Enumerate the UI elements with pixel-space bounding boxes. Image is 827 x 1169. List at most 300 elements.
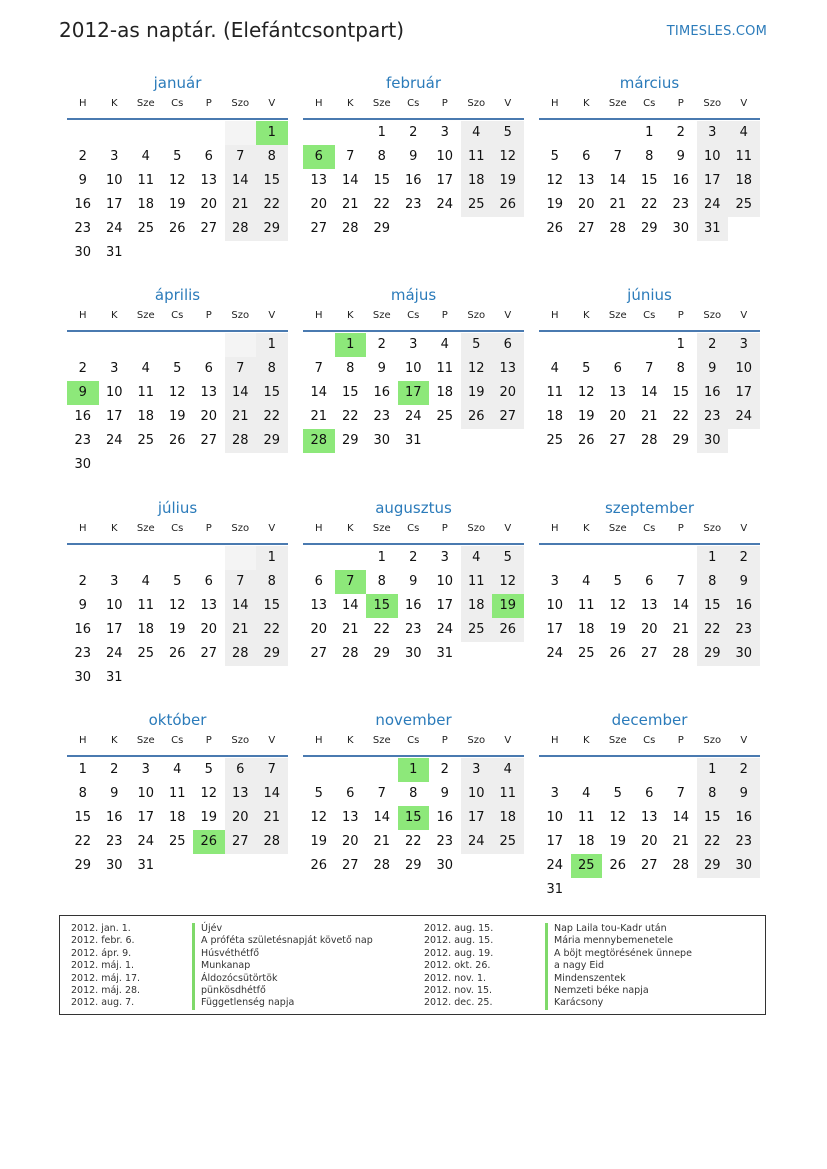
day-cell: 6 xyxy=(645,574,654,589)
day-cell: 17 xyxy=(697,169,729,193)
day-cell: 20 xyxy=(310,197,328,212)
day-cell: 12 xyxy=(200,786,218,801)
day-cell: 9 xyxy=(728,570,760,594)
page-title: 2012-as naptár. (Elefántcsontpart) xyxy=(59,18,405,42)
day-cell: 10 xyxy=(546,810,564,825)
legend-row xyxy=(71,935,373,947)
month-4 xyxy=(67,284,288,477)
day-cell: 7 xyxy=(225,145,257,169)
day-grid xyxy=(303,546,524,666)
weekday-label: P xyxy=(205,98,212,109)
day-cell: 4 xyxy=(141,361,150,376)
weekday-label: V xyxy=(740,310,748,321)
day-cell: 30 xyxy=(436,858,454,873)
day-grid xyxy=(67,546,288,690)
day-cell: 25 xyxy=(137,433,155,448)
weekday-label: Cs xyxy=(643,735,656,746)
weekday-header xyxy=(303,519,524,545)
weekday-label: P xyxy=(441,98,448,109)
empty-cell xyxy=(130,333,162,357)
month-6 xyxy=(539,284,760,453)
weekday-label: V xyxy=(504,98,512,109)
day-cell: 28 xyxy=(373,858,391,873)
day-cell: 5 xyxy=(173,574,182,589)
weekday-label: P xyxy=(677,735,684,746)
day-cell: 13 xyxy=(225,782,257,806)
day-cell: 13 xyxy=(640,810,658,825)
day-cell: 15 xyxy=(697,594,729,618)
day-cell: 22 xyxy=(697,830,729,854)
empty-cell xyxy=(193,546,225,570)
empty-cell xyxy=(225,121,257,145)
month-name: december xyxy=(611,711,688,729)
day-cell: 25 xyxy=(577,646,595,661)
day-cell: 22 xyxy=(373,197,391,212)
day-cell: 22 xyxy=(373,622,391,637)
day-cell: 31 xyxy=(105,245,123,260)
day-cell: 19 xyxy=(168,622,186,637)
empty-cell xyxy=(162,121,194,145)
day-cell: 9 xyxy=(676,149,685,164)
weekday-label: H xyxy=(314,310,323,321)
empty-cell xyxy=(162,854,194,878)
day-cell: 13 xyxy=(200,385,218,400)
day-cell: 2 xyxy=(409,550,418,565)
empty-cell xyxy=(665,878,697,902)
day-cell: 18 xyxy=(436,385,454,400)
day-cell: 30 xyxy=(672,221,690,236)
day-cell: 24 xyxy=(546,646,564,661)
day-cell: 11 xyxy=(137,598,155,613)
day-cell: 4 xyxy=(461,121,493,145)
day-cell: 30 xyxy=(697,429,729,453)
day-cell: 1 xyxy=(335,333,367,357)
day-cell: 4 xyxy=(461,546,493,570)
empty-cell xyxy=(398,217,430,241)
weekday-label: H xyxy=(78,735,87,746)
month-name: május xyxy=(390,286,437,304)
day-grid xyxy=(303,333,524,453)
weekday-label: Szo xyxy=(231,523,250,534)
day-cell: 17 xyxy=(105,409,123,424)
site-brand-link[interactable]: TIMESLES.COM xyxy=(666,24,767,39)
day-cell: 30 xyxy=(105,858,123,873)
day-cell: 30 xyxy=(74,457,92,472)
day-cell: 22 xyxy=(256,618,288,642)
day-cell: 18 xyxy=(461,169,493,193)
day-cell: 16 xyxy=(728,806,760,830)
day-cell: 29 xyxy=(74,858,92,873)
day-cell: 24 xyxy=(436,622,454,637)
day-cell: 28 xyxy=(341,646,359,661)
day-cell: 17 xyxy=(461,806,493,830)
empty-cell xyxy=(162,241,194,265)
day-cell: 18 xyxy=(577,834,595,849)
empty-cell xyxy=(539,546,571,570)
day-cell: 16 xyxy=(672,173,690,188)
month-5 xyxy=(303,284,524,453)
day-cell: 4 xyxy=(550,361,559,376)
day-cell: 9 xyxy=(409,574,418,589)
day-grid xyxy=(539,333,760,453)
weekday-label: Szo xyxy=(467,735,486,746)
empty-cell xyxy=(634,758,666,782)
weekday-label: H xyxy=(314,98,323,109)
day-cell: 11 xyxy=(436,361,454,376)
day-cell: 25 xyxy=(492,830,524,854)
legend-row xyxy=(71,985,373,997)
empty-cell xyxy=(130,666,162,690)
empty-cell xyxy=(67,333,99,357)
empty-cell xyxy=(99,333,131,357)
empty-cell xyxy=(429,217,461,241)
day-cell: 28 xyxy=(672,858,690,873)
day-cell: 26 xyxy=(310,858,328,873)
weekday-label: Cs xyxy=(407,98,420,109)
day-cell: 21 xyxy=(256,806,288,830)
day-cell: 4 xyxy=(492,758,524,782)
weekday-label: Szo xyxy=(703,735,722,746)
day-cell: 2 xyxy=(409,125,418,140)
holiday-date: 2012. máj. 28. xyxy=(71,985,141,997)
day-cell: 6 xyxy=(613,361,622,376)
empty-cell xyxy=(193,666,225,690)
month-name: augusztus xyxy=(375,499,452,517)
weekday-label: P xyxy=(441,735,448,746)
day-cell: 15 xyxy=(672,385,690,400)
day-cell: 23 xyxy=(728,618,760,642)
day-cell: 18 xyxy=(137,622,155,637)
day-cell: 16 xyxy=(404,173,422,188)
weekday-label: P xyxy=(677,310,684,321)
holiday-date: 2012. máj. 1. xyxy=(71,960,135,972)
empty-cell xyxy=(335,546,367,570)
day-cell: 25 xyxy=(546,433,564,448)
day-cell: 1 xyxy=(256,546,288,570)
day-cell: 5 xyxy=(461,333,493,357)
empty-cell xyxy=(602,333,634,357)
day-cell: 28 xyxy=(303,429,335,453)
day-cell: 13 xyxy=(310,173,328,188)
day-cell: 23 xyxy=(373,409,391,424)
day-cell: 18 xyxy=(137,197,155,212)
day-cell: 13 xyxy=(200,173,218,188)
weekday-label: H xyxy=(78,310,87,321)
day-cell: 11 xyxy=(492,782,524,806)
day-cell: 24 xyxy=(697,193,729,217)
empty-cell xyxy=(162,333,194,357)
day-cell: 3 xyxy=(409,337,418,352)
day-cell: 22 xyxy=(640,197,658,212)
day-cell: 24 xyxy=(461,830,493,854)
day-cell: 23 xyxy=(105,834,123,849)
legend-row xyxy=(424,960,692,972)
day-cell: 6 xyxy=(225,758,257,782)
day-cell: 10 xyxy=(404,361,422,376)
day-cell: 20 xyxy=(200,409,218,424)
day-cell: 3 xyxy=(440,125,449,140)
weekday-label: K xyxy=(346,735,354,746)
weekday-label: V xyxy=(740,523,748,534)
weekday-header xyxy=(303,94,524,120)
weekday-label: Szo xyxy=(703,523,722,534)
holiday-legend xyxy=(59,915,766,1015)
month-7 xyxy=(67,497,288,690)
day-cell: 12 xyxy=(310,810,328,825)
weekday-label: Szo xyxy=(467,523,486,534)
day-cell: 20 xyxy=(341,834,359,849)
day-cell: 30 xyxy=(373,433,391,448)
day-cell: 28 xyxy=(640,433,658,448)
day-cell: 11 xyxy=(137,385,155,400)
day-cell: 21 xyxy=(341,622,359,637)
empty-cell xyxy=(571,121,603,145)
day-cell: 16 xyxy=(404,598,422,613)
month-name: február xyxy=(385,74,442,92)
day-cell: 21 xyxy=(640,409,658,424)
day-cell: 20 xyxy=(310,622,328,637)
day-cell: 9 xyxy=(440,786,449,801)
month-name: március xyxy=(619,74,680,92)
day-cell: 3 xyxy=(697,121,729,145)
legend-row xyxy=(424,997,692,1009)
empty-cell xyxy=(728,429,760,453)
day-cell: 5 xyxy=(314,786,323,801)
weekday-label: Szo xyxy=(231,98,250,109)
day-cell: 1 xyxy=(645,125,654,140)
day-cell: 27 xyxy=(310,221,328,236)
day-cell: 23 xyxy=(404,197,422,212)
day-cell: 8 xyxy=(377,574,386,589)
legend-row xyxy=(424,923,692,935)
day-cell: 1 xyxy=(676,337,685,352)
day-cell: 26 xyxy=(609,858,627,873)
weekday-label: H xyxy=(550,735,559,746)
holiday-name: Áldozócsütörtök xyxy=(192,973,277,985)
empty-cell xyxy=(225,333,257,357)
empty-cell xyxy=(728,217,760,241)
holiday-date: 2012. nov. 1. xyxy=(424,972,487,984)
weekday-label: Sze xyxy=(136,735,155,746)
day-cell: 7 xyxy=(645,361,654,376)
day-cell: 21 xyxy=(341,197,359,212)
weekday-label: Sze xyxy=(136,310,155,321)
day-cell: 19 xyxy=(609,834,627,849)
day-cell: 27 xyxy=(200,646,218,661)
day-cell: 10 xyxy=(697,145,729,169)
day-cell: 10 xyxy=(105,385,123,400)
day-cell: 10 xyxy=(436,574,454,589)
weekday-label: Cs xyxy=(171,98,184,109)
day-cell: 3 xyxy=(110,574,119,589)
empty-cell xyxy=(99,546,131,570)
month-name: szeptember xyxy=(604,499,695,517)
month-9 xyxy=(539,497,760,666)
day-cell: 18 xyxy=(546,409,564,424)
weekday-label: Cs xyxy=(407,523,420,534)
empty-cell xyxy=(602,878,634,902)
day-cell: 12 xyxy=(609,598,627,613)
day-cell: 23 xyxy=(436,834,454,849)
empty-cell xyxy=(492,854,524,878)
day-cell: 29 xyxy=(373,221,391,236)
day-cell: 31 xyxy=(404,433,422,448)
weekday-label: Sze xyxy=(608,523,627,534)
day-cell: 18 xyxy=(137,409,155,424)
day-cell: 28 xyxy=(256,830,288,854)
day-cell: 7 xyxy=(676,574,685,589)
holiday-date: 2012. aug. 15. xyxy=(424,923,494,934)
day-cell: 24 xyxy=(105,433,123,448)
day-cell: 18 xyxy=(728,169,760,193)
empty-cell xyxy=(225,854,257,878)
day-cell: 22 xyxy=(74,834,92,849)
weekday-header xyxy=(303,731,524,757)
day-cell: 26 xyxy=(492,193,524,217)
day-cell: 14 xyxy=(225,594,257,618)
day-cell: 1 xyxy=(256,121,288,145)
day-cell: 16 xyxy=(74,622,92,637)
weekday-label: Szo xyxy=(231,735,250,746)
legend-column-2 xyxy=(424,923,692,1010)
day-cell: 24 xyxy=(404,409,422,424)
day-cell: 29 xyxy=(697,642,729,666)
empty-cell xyxy=(193,453,225,477)
day-cell: 16 xyxy=(74,409,92,424)
day-cell: 29 xyxy=(256,217,288,241)
day-cell: 19 xyxy=(168,197,186,212)
day-cell: 8 xyxy=(409,786,418,801)
empty-cell xyxy=(571,546,603,570)
day-cell: 10 xyxy=(461,782,493,806)
month-10 xyxy=(67,709,288,878)
day-cell: 17 xyxy=(546,834,564,849)
day-cell: 12 xyxy=(461,357,493,381)
day-cell: 19 xyxy=(461,381,493,405)
weekday-label: V xyxy=(268,735,276,746)
day-cell: 26 xyxy=(168,221,186,236)
empty-cell xyxy=(225,453,257,477)
day-cell: 19 xyxy=(310,834,328,849)
holiday-name: a nagy Eid xyxy=(545,960,604,972)
empty-cell xyxy=(728,878,760,902)
month-1 xyxy=(67,72,288,265)
empty-cell xyxy=(461,217,493,241)
day-cell: 11 xyxy=(577,810,595,825)
empty-cell xyxy=(571,333,603,357)
day-cell: 19 xyxy=(492,594,524,618)
day-cell: 24 xyxy=(105,646,123,661)
weekday-label: H xyxy=(314,523,323,534)
day-cell: 1 xyxy=(697,546,729,570)
weekday-label: Cs xyxy=(643,310,656,321)
day-cell: 9 xyxy=(377,361,386,376)
empty-cell xyxy=(130,453,162,477)
day-grid xyxy=(67,121,288,265)
day-grid xyxy=(67,333,288,477)
day-cell: 13 xyxy=(640,598,658,613)
empty-cell xyxy=(130,121,162,145)
holiday-name: Munkanap xyxy=(192,960,250,972)
empty-cell xyxy=(634,546,666,570)
month-11 xyxy=(303,709,524,878)
weekday-label: K xyxy=(110,310,118,321)
empty-cell xyxy=(634,878,666,902)
day-cell: 14 xyxy=(672,598,690,613)
day-cell: 13 xyxy=(609,385,627,400)
day-cell: 11 xyxy=(577,598,595,613)
day-cell: 5 xyxy=(582,361,591,376)
day-cell: 2 xyxy=(78,149,87,164)
day-cell: 12 xyxy=(492,570,524,594)
empty-cell xyxy=(99,453,131,477)
day-cell: 15 xyxy=(256,381,288,405)
empty-cell xyxy=(461,642,493,666)
weekday-label: P xyxy=(677,98,684,109)
holiday-name: Mindenszentek xyxy=(545,973,626,985)
empty-cell xyxy=(130,241,162,265)
legend-row xyxy=(424,973,692,985)
weekday-label: Szo xyxy=(703,98,722,109)
day-cell: 2 xyxy=(440,762,449,777)
day-cell: 19 xyxy=(168,409,186,424)
day-cell: 25 xyxy=(168,834,186,849)
day-cell: 29 xyxy=(640,221,658,236)
day-cell: 7 xyxy=(225,570,257,594)
day-cell: 17 xyxy=(105,197,123,212)
day-cell: 2 xyxy=(676,125,685,140)
weekday-label: H xyxy=(550,310,559,321)
empty-cell xyxy=(571,758,603,782)
day-cell: 28 xyxy=(225,642,257,666)
weekday-label: K xyxy=(110,98,118,109)
day-cell: 29 xyxy=(373,646,391,661)
empty-cell xyxy=(67,121,99,145)
day-cell: 26 xyxy=(609,646,627,661)
day-cell: 18 xyxy=(492,806,524,830)
day-cell: 5 xyxy=(613,574,622,589)
day-cell: 15 xyxy=(74,810,92,825)
day-cell: 27 xyxy=(200,221,218,236)
empty-cell xyxy=(225,241,257,265)
day-cell: 8 xyxy=(645,149,654,164)
day-cell: 4 xyxy=(440,337,449,352)
weekday-label: H xyxy=(550,523,559,534)
day-cell: 19 xyxy=(577,409,595,424)
day-cell: 28 xyxy=(672,646,690,661)
day-cell: 3 xyxy=(550,574,559,589)
weekday-label: K xyxy=(582,735,590,746)
day-cell: 12 xyxy=(168,598,186,613)
day-cell: 3 xyxy=(550,786,559,801)
day-cell: 23 xyxy=(728,830,760,854)
day-cell: 7 xyxy=(346,149,355,164)
holiday-name: Függetlenség napja xyxy=(192,997,294,1009)
holiday-date: 2012. aug. 7. xyxy=(71,997,135,1009)
empty-cell xyxy=(335,121,367,145)
empty-cell xyxy=(193,121,225,145)
day-cell: 12 xyxy=(168,173,186,188)
legend-row xyxy=(71,973,373,985)
weekday-label: V xyxy=(504,735,512,746)
day-cell: 28 xyxy=(609,221,627,236)
day-cell: 3 xyxy=(110,361,119,376)
day-cell: 30 xyxy=(74,245,92,260)
day-cell: 21 xyxy=(373,834,391,849)
day-cell: 9 xyxy=(78,173,87,188)
day-cell: 30 xyxy=(74,670,92,685)
day-cell: 5 xyxy=(550,149,559,164)
